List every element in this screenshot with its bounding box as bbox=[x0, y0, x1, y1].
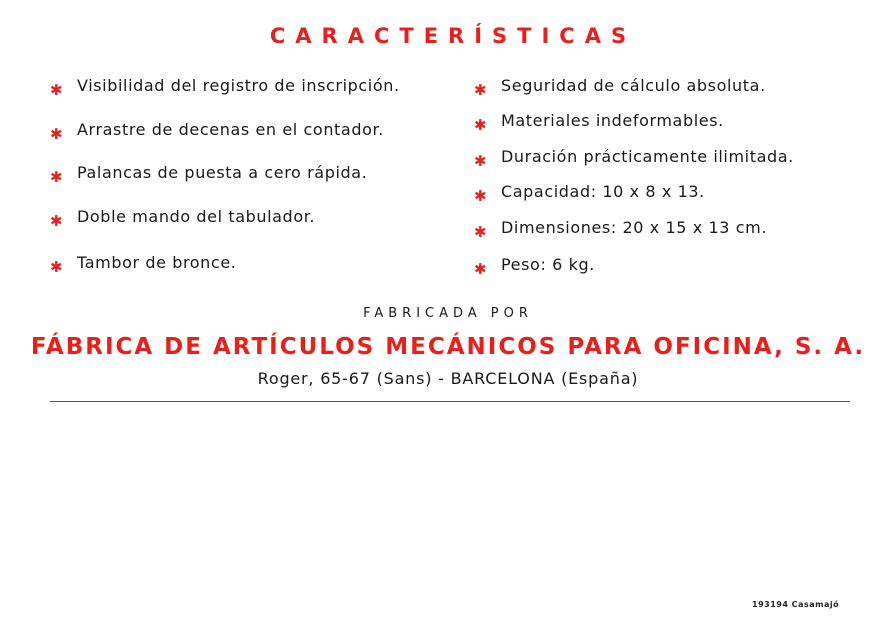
company-address: Roger, 65-67 (Sans) - BARCELONA (España) bbox=[257, 369, 639, 388]
printer-imprint: 193194 Casamajó bbox=[752, 600, 840, 609]
feature-label: Capacidad: 10 x 8 x 13. bbox=[501, 182, 705, 201]
bullet-star-icon: ✱ bbox=[474, 152, 488, 170]
bullet-star-icon: ✱ bbox=[474, 260, 488, 278]
bullet-star-icon: ✱ bbox=[50, 212, 64, 230]
page-title: CARACTERÍSTICAS bbox=[269, 24, 637, 48]
bullet-star-icon: ✱ bbox=[474, 187, 488, 205]
bullet-star-icon: ✱ bbox=[50, 81, 64, 99]
feature-label: Dimensiones: 20 x 15 x 13 cm. bbox=[501, 218, 768, 237]
bullet-star-icon: ✱ bbox=[50, 125, 64, 143]
bullet-star-icon: ✱ bbox=[50, 168, 64, 186]
feature-label: Duración prácticamente ilimitada. bbox=[501, 147, 794, 166]
bullet-star-icon: ✱ bbox=[474, 223, 488, 241]
feature-label: Materiales indeformables. bbox=[501, 111, 724, 130]
bullet-star-icon: ✱ bbox=[474, 116, 488, 134]
divider-line bbox=[50, 401, 850, 402]
feature-label: Seguridad de cálculo absoluta. bbox=[501, 76, 766, 95]
feature-label: Visibilidad del registro de inscripción. bbox=[77, 76, 400, 95]
feature-label: Peso: 6 kg. bbox=[501, 255, 595, 274]
company-name: FÁBRICA DE ARTÍCULOS MECÁNICOS PARA OFICINA, S. A. bbox=[30, 334, 866, 360]
feature-label: Palancas de puesta a cero rápida. bbox=[77, 163, 368, 182]
feature-label: Tambor de bronce. bbox=[77, 253, 237, 272]
bullet-star-icon: ✱ bbox=[50, 258, 64, 276]
feature-label: Arrastre de decenas en el contador. bbox=[77, 120, 384, 139]
bullet-star-icon: ✱ bbox=[474, 81, 488, 99]
feature-label: Doble mando del tabulador. bbox=[77, 207, 316, 226]
manufacturer-caption: FABRICADA POR bbox=[363, 306, 533, 321]
